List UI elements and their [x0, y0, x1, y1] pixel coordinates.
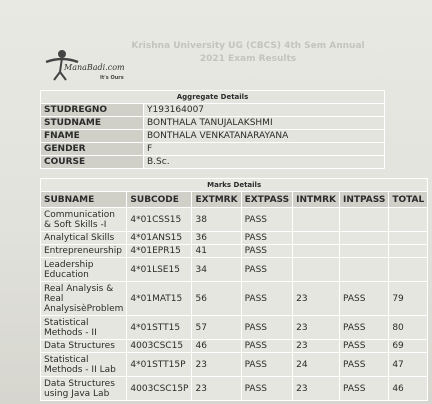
ext-marks: 46	[192, 340, 241, 353]
total-marks	[389, 208, 428, 232]
ext-marks: 23	[192, 353, 241, 377]
ext-marks: 23	[192, 377, 241, 401]
int-marks	[293, 208, 340, 232]
field-value: B.Sc.	[144, 156, 385, 169]
marks-caption: Marks Details	[41, 179, 428, 192]
subject-name: Communication & Soft Skills -I	[41, 208, 127, 232]
ext-marks: 56	[192, 282, 241, 316]
subject-code: 4*01EPR15	[127, 245, 192, 258]
aggregate-caption: Aggregate Details	[41, 91, 385, 104]
ext-pass: PASS	[241, 208, 293, 232]
aggregate-details-table	[40, 90, 385, 169]
table-row	[41, 104, 385, 117]
column-header: SUBNAME	[41, 192, 127, 208]
table-row	[41, 316, 428, 340]
ext-pass: PASS	[241, 258, 293, 282]
int-pass: PASS	[340, 282, 389, 316]
ext-marks: 41	[192, 245, 241, 258]
table-row	[41, 377, 428, 401]
int-marks: 23	[293, 282, 340, 316]
table-row	[41, 156, 385, 169]
subject-code: 4003CSC15P	[127, 377, 192, 401]
field-value: Y193164007	[144, 104, 385, 117]
int-marks	[293, 245, 340, 258]
int-marks: 23	[293, 377, 340, 401]
column-header: SUBCODE	[127, 192, 192, 208]
subject-name: Entrepreneurship	[41, 245, 127, 258]
subject-name: Data Structures using Java Lab	[41, 377, 127, 401]
ext-marks: 36	[192, 232, 241, 245]
subject-name: Leadership Education	[41, 258, 127, 282]
logo-text: ManaBadi.com	[64, 63, 125, 72]
int-pass	[340, 258, 389, 282]
total-marks: 80	[389, 316, 428, 340]
field-label: GENDER	[41, 143, 144, 156]
total-marks: 79	[389, 282, 428, 316]
int-marks	[293, 232, 340, 245]
table-row	[41, 282, 428, 316]
subject-code: 4*01MAT15	[127, 282, 192, 316]
total-marks	[389, 232, 428, 245]
column-header: TOTAL	[389, 192, 428, 208]
int-pass	[340, 208, 389, 232]
logo-tagline: It's Ours	[100, 75, 124, 81]
field-label: STUDREGNO	[41, 104, 144, 117]
total-marks: 47	[389, 353, 428, 377]
field-label: STUDNAME	[41, 117, 144, 130]
field-label: FNAME	[41, 130, 144, 143]
table-row	[41, 117, 385, 130]
int-pass: PASS	[340, 353, 389, 377]
table-row	[41, 208, 428, 232]
subject-code: 4003CSC15	[127, 340, 192, 353]
ext-pass: PASS	[241, 316, 293, 340]
page-title	[118, 40, 378, 66]
table-row	[41, 232, 428, 245]
int-marks: 24	[293, 353, 340, 377]
table-row	[41, 245, 428, 258]
subject-name: Real Analysis & Real AnalysisèProblem	[41, 282, 127, 316]
ext-pass: PASS	[241, 340, 293, 353]
field-value: BONTHALA TANUJALAKSHMI	[144, 117, 385, 130]
column-header: EXTMRK	[192, 192, 241, 208]
total-marks	[389, 245, 428, 258]
int-pass: PASS	[340, 340, 389, 353]
ext-pass: PASS	[241, 232, 293, 245]
title-line-1: Krishna University UG (CBCS) 4th Sem Annual	[131, 41, 365, 51]
column-header: INTPASS	[340, 192, 389, 208]
int-pass: PASS	[340, 316, 389, 340]
int-pass	[340, 245, 389, 258]
subject-code: 4*01CSS15	[127, 208, 192, 232]
subject-name: Statistical Methods - II Lab	[41, 353, 127, 377]
total-marks: 46	[389, 377, 428, 401]
int-marks: 23	[293, 340, 340, 353]
table-row	[41, 130, 385, 143]
subject-code: 4*01ANS15	[127, 232, 192, 245]
ext-marks: 57	[192, 316, 241, 340]
ext-pass: PASS	[241, 377, 293, 401]
field-value: F	[144, 143, 385, 156]
marks-details-table	[40, 178, 428, 401]
total-marks	[389, 258, 428, 282]
column-header: EXTPASS	[241, 192, 293, 208]
table-row	[41, 340, 428, 353]
ext-pass: PASS	[241, 245, 293, 258]
title-line-2: 2021 Exam Results	[199, 54, 297, 64]
header-row	[41, 192, 428, 208]
field-value: BONTHALA VENKATANARAYANA	[144, 130, 385, 143]
ext-marks: 34	[192, 258, 241, 282]
table-row	[41, 353, 428, 377]
field-label: COURSE	[41, 156, 144, 169]
ext-pass: PASS	[241, 282, 293, 316]
int-marks	[293, 258, 340, 282]
column-header: INTMRK	[293, 192, 340, 208]
table-row	[41, 143, 385, 156]
subject-name: Data Structures	[41, 340, 127, 353]
subject-name: Statistical Methods - II	[41, 316, 127, 340]
int-pass	[340, 232, 389, 245]
ext-pass: PASS	[241, 353, 293, 377]
subject-code: 4*01STT15P	[127, 353, 192, 377]
table-row	[41, 258, 428, 282]
subject-code: 4*01LSE15	[127, 258, 192, 282]
subject-code: 4*01STT15	[127, 316, 192, 340]
int-marks: 23	[293, 316, 340, 340]
subject-name: Analytical Skills	[41, 232, 127, 245]
ext-marks: 38	[192, 208, 241, 232]
total-marks: 69	[389, 340, 428, 353]
int-pass: PASS	[340, 377, 389, 401]
